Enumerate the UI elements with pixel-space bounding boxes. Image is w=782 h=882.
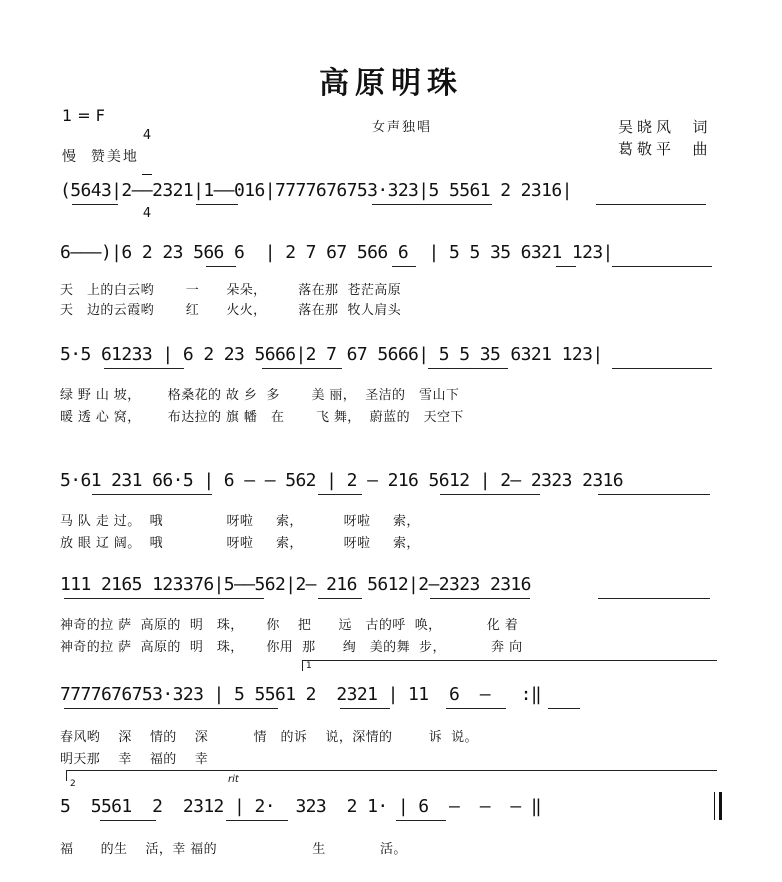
tempo-marking: 慢 赞美地 <box>62 149 139 165</box>
score-line-4-lyric-verse-2: 放 眼 辽 阔。 哦 呀啦 索， 呀啦 索， <box>60 536 420 551</box>
score-line-2-lyric-verse-1: 天 上的白云哟 一 朵朵， 落在那 苍茫高原 <box>60 283 402 298</box>
beam <box>396 820 446 821</box>
score-line-3-lyric-verse-2: 暖 透 心 窝， 布达拉的 旗 幡 在 飞 舞， 蔚蓝的 天空下 <box>60 410 464 425</box>
beam <box>100 820 156 821</box>
time-signature-bottom: 4 <box>142 206 152 221</box>
beam <box>612 368 712 369</box>
key-signature: 1 = F <box>62 106 105 125</box>
beam <box>446 708 506 709</box>
lyricist-credit: 吴晓风 词 <box>618 118 712 136</box>
beam <box>612 266 712 267</box>
beam <box>262 368 342 369</box>
beam <box>440 494 540 495</box>
beam <box>598 494 710 495</box>
beam <box>340 708 390 709</box>
volta-2-bracket <box>66 770 717 781</box>
final-barline-thick <box>719 792 722 820</box>
score-line-1-notes: (5643|2——2321|1——016|7777676753·323|5 5561 2 2316| <box>60 180 572 201</box>
score-line-5-lyric-verse-1: 神奇的拉 萨 高原的 明 珠， 你 把 远 古的呼 唤， 化 着 <box>60 618 519 633</box>
score-line-2-notes: 6———)|6 2 23 566 6 | 2 7 67 566 6 | 5 5 35 6321 123| <box>60 242 613 263</box>
beam <box>318 598 362 599</box>
beam <box>556 266 576 267</box>
time-signature <box>142 98 152 236</box>
score-line-4-lyric-verse-1: 马 队 走 过。 哦 呀啦 索， 呀啦 索， <box>60 514 420 529</box>
score-line-5-lyric-verse-2: 神奇的拉 萨 高原的 明 珠， 你用 那 绚 美的舞 步， 奔 向 <box>60 640 523 655</box>
beam <box>392 266 416 267</box>
time-signature-top: 4 <box>142 128 152 143</box>
beam <box>64 598 264 599</box>
beam <box>548 708 580 709</box>
score-line-7-lyric-verse-1: 福 的生 活，幸 福的 生 活。 <box>60 842 407 857</box>
beam <box>596 204 706 205</box>
score-line-6-lyric-verse-2: 明天那 幸 福的 幸 <box>60 752 209 767</box>
score-line-4-notes: 5·61 231 66·5 | 6 — — 562 | 2 — 216 5612 | 2— 2323 2316 <box>60 470 624 491</box>
beam <box>430 598 530 599</box>
composer-credit: 葛敬平 曲 <box>618 140 712 158</box>
song-title: 高原明珠 <box>319 66 463 101</box>
beam <box>318 494 362 495</box>
final-barline-thin <box>714 792 715 820</box>
beam <box>196 204 238 205</box>
volta-2-number: 2 <box>70 779 76 789</box>
beam <box>428 368 508 369</box>
score-line-7-notes: 5 5561 2 2312 | 2· 323 2 1· | 6 — — — ‖ <box>60 796 542 817</box>
beam <box>92 494 212 495</box>
score-line-3-lyric-verse-1: 绿 野 山 坡， 格桑花的 故 乡 多 美 丽， 圣洁的 雪山下 <box>60 388 460 403</box>
score-line-5-notes: 111 2165 123376|5——562|2— 216 5612|2—2323 2316 <box>60 574 531 595</box>
beam <box>104 368 184 369</box>
beam <box>206 266 236 267</box>
score-line-6-notes: 7777676753·323 | 5 5561 2 2321 | 11 6 — :‖ <box>60 684 542 705</box>
volta-1-bracket <box>302 660 717 671</box>
beam <box>372 204 492 205</box>
ritardando-marking: rit <box>228 774 239 785</box>
volta-1-number: 1 <box>306 661 312 671</box>
time-signature-divider <box>142 174 152 175</box>
performance-type: 女声独唱 <box>372 120 433 135</box>
score-line-6-lyric-verse-1: 春风哟 深 情的 深 情 的诉 说，深情的 诉 说。 <box>60 730 478 745</box>
beam <box>64 708 278 709</box>
score-line-3-notes: 5·5 61233 | 6 2 23 5666|2 7 67 5666| 5 5 35 6321 123| <box>60 344 603 365</box>
beam <box>598 598 710 599</box>
beam <box>226 820 288 821</box>
score-line-2-lyric-verse-2: 天 边的云霞哟 红 火火， 落在那 牧人肩头 <box>60 303 402 318</box>
beam <box>72 204 118 205</box>
